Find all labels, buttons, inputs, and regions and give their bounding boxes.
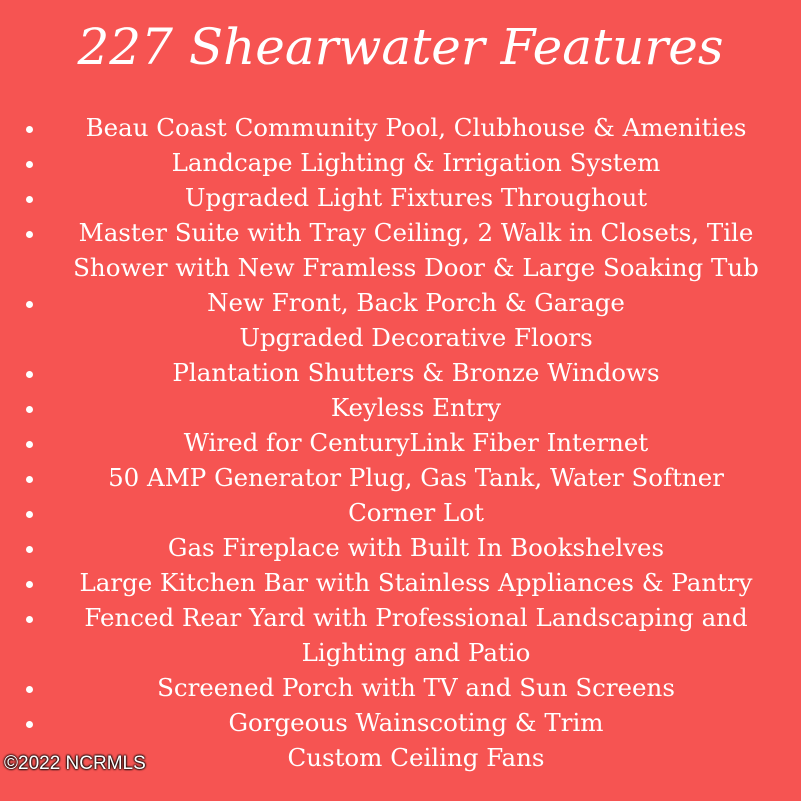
feature-item: Upgraded Light Fixtures Throughout bbox=[184, 183, 648, 212]
bullet-icon bbox=[24, 129, 36, 141]
bullet-icon bbox=[24, 444, 36, 456]
feature-item: Shower with New Framless Door & Large Soaking Tub bbox=[73, 253, 759, 282]
page-title: 227 Shearwater Features bbox=[77, 18, 724, 76]
feature-item: Lighting and Patio bbox=[301, 638, 531, 667]
bullet-icon bbox=[24, 374, 36, 386]
feature-item: Gas Fireplace with Built In Bookshelves bbox=[167, 533, 665, 562]
feature-item: Large Kitchen Bar with Stainless Appliances & Pantry bbox=[79, 568, 753, 597]
bullet-icon bbox=[24, 549, 36, 561]
feature-item: Master Suite with Tray Ceiling, 2 Walk in Closets, Tile bbox=[78, 218, 754, 247]
bullet-icon bbox=[24, 619, 36, 631]
feature-item: Wired for CenturyLink Fiber Internet bbox=[183, 428, 649, 457]
bullet-icon bbox=[24, 724, 36, 736]
feature-item: Screened Porch with TV and Sun Screens bbox=[157, 673, 675, 702]
feature-item: Gorgeous Wainscoting & Trim bbox=[228, 708, 604, 737]
bullet-icon bbox=[24, 584, 36, 596]
bullet-icon bbox=[24, 304, 36, 316]
bullet-icon bbox=[24, 514, 36, 526]
copyright-watermark: ©2022 NCRMLS bbox=[4, 753, 146, 774]
bullet-icon bbox=[24, 479, 36, 491]
feature-item: Beau Coast Community Pool, Clubhouse & Amenities bbox=[85, 113, 747, 142]
feature-item: Fenced Rear Yard with Professional Landscaping and bbox=[84, 603, 748, 632]
bullet-icon bbox=[24, 199, 36, 211]
bullet-icon bbox=[24, 234, 36, 246]
feature-item: Custom Ceiling Fans bbox=[287, 743, 545, 772]
feature-item: Corner Lot bbox=[348, 498, 484, 527]
bullet-icon bbox=[24, 164, 36, 176]
feature-item: 50 AMP Generator Plug, Gas Tank, Water Softner bbox=[108, 463, 724, 492]
feature-item: New Front, Back Porch & Garage bbox=[207, 288, 625, 317]
feature-item: Plantation Shutters & Bronze Windows bbox=[172, 358, 660, 387]
feature-item: Landcape Lighting & Irrigation System bbox=[171, 148, 661, 177]
feature-item: Keyless Entry bbox=[330, 393, 502, 422]
bullet-icon bbox=[24, 409, 36, 421]
bullet-icon bbox=[24, 689, 36, 701]
feature-item: Upgraded Decorative Floors bbox=[239, 323, 593, 352]
